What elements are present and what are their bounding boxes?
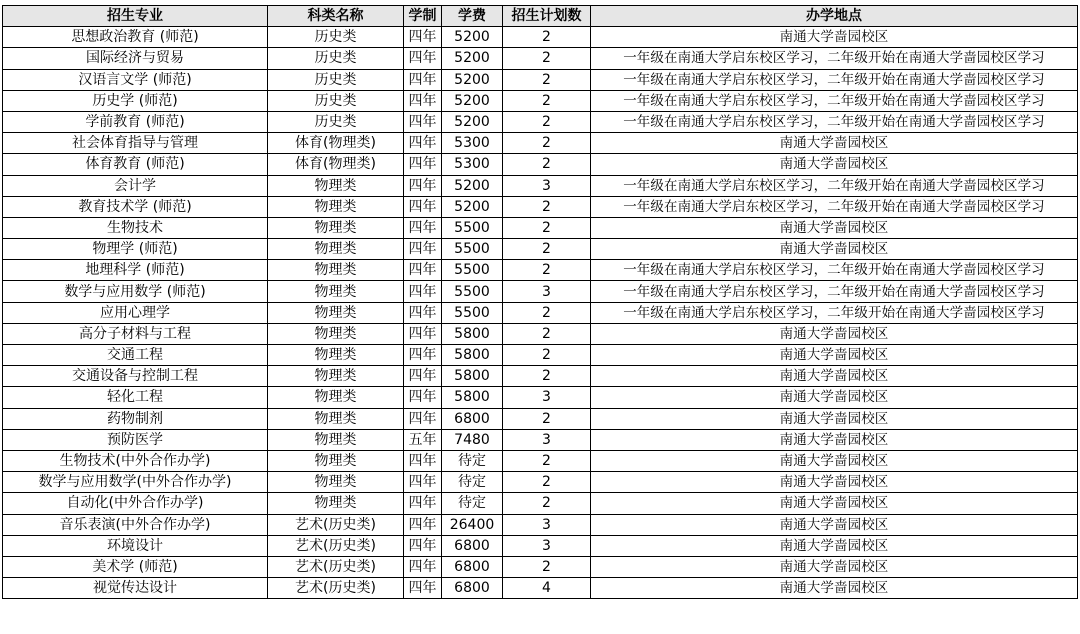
cell-plan: 2 [503,493,591,514]
cell-fee: 6800 [442,578,503,599]
cell-category: 物理类 [268,239,404,260]
table-row [3,302,1078,323]
cell-site: 南通大学啬园校区 [591,556,1078,577]
table-row [3,450,1078,471]
cell-plan: 2 [503,69,591,90]
cell-plan: 3 [503,514,591,535]
header-site: 办学地点 [591,6,1078,27]
cell-category: 物理类 [268,429,404,450]
cell-site: 一年级在南通大学启东校区学习，二年级开始在南通大学啬园校区学习 [591,90,1078,111]
cell-category: 物理类 [268,450,404,471]
cell-fee: 5500 [442,217,503,238]
cell-plan: 2 [503,366,591,387]
cell-plan: 2 [503,323,591,344]
cell-plan: 2 [503,450,591,471]
table-row [3,366,1078,387]
cell-fee: 6800 [442,408,503,429]
cell-site: 南通大学啬园校区 [591,27,1078,48]
cell-fee: 待定 [442,450,503,471]
cell-category: 物理类 [268,472,404,493]
cell-plan: 3 [503,281,591,302]
header-fee: 学费 [442,6,503,27]
table-row [3,239,1078,260]
cell-site: 南通大学啬园校区 [591,493,1078,514]
table-row [3,260,1078,281]
header-category: 科类名称 [268,6,404,27]
table-row [3,535,1078,556]
cell-site: 南通大学啬园校区 [591,408,1078,429]
cell-plan: 2 [503,196,591,217]
cell-major: 药物制剂 [3,408,268,429]
cell-site: 南通大学啬园校区 [591,429,1078,450]
cell-major: 思想政治教育 (师范) [3,27,268,48]
cell-site: 南通大学啬园校区 [591,323,1078,344]
table-row [3,48,1078,69]
cell-plan: 2 [503,472,591,493]
cell-site: 一年级在南通大学启东校区学习，二年级开始在南通大学啬园校区学习 [591,69,1078,90]
cell-plan: 3 [503,175,591,196]
cell-category: 物理类 [268,196,404,217]
table-row [3,111,1078,132]
cell-fee: 5500 [442,260,503,281]
table-row [3,493,1078,514]
cell-fee: 5800 [442,366,503,387]
cell-site: 南通大学啬园校区 [591,154,1078,175]
cell-category: 历史类 [268,69,404,90]
cell-years: 四年 [404,302,442,323]
header-row [3,6,1078,27]
cell-major: 历史学 (师范) [3,90,268,111]
table-row [3,175,1078,196]
cell-fee: 5500 [442,239,503,260]
cell-fee: 5200 [442,111,503,132]
cell-fee: 5500 [442,302,503,323]
cell-major: 体育教育 (师范) [3,154,268,175]
cell-years: 四年 [404,450,442,471]
cell-years: 四年 [404,27,442,48]
cell-site: 南通大学啬园校区 [591,535,1078,556]
cell-fee: 5500 [442,281,503,302]
table-row [3,323,1078,344]
table-row [3,387,1078,408]
cell-plan: 2 [503,27,591,48]
cell-years: 四年 [404,69,442,90]
cell-category: 历史类 [268,111,404,132]
cell-plan: 2 [503,111,591,132]
cell-category: 物理类 [268,323,404,344]
cell-category: 物理类 [268,387,404,408]
cell-fee: 5200 [442,48,503,69]
cell-category: 物理类 [268,281,404,302]
cell-fee: 5800 [442,387,503,408]
table-row [3,408,1078,429]
cell-major: 视觉传达设计 [3,578,268,599]
cell-fee: 6800 [442,556,503,577]
cell-years: 四年 [404,260,442,281]
cell-years: 四年 [404,387,442,408]
cell-fee: 5300 [442,133,503,154]
table-row [3,90,1078,111]
cell-plan: 2 [503,48,591,69]
table-row [3,514,1078,535]
cell-category: 艺术(历史类) [268,578,404,599]
cell-category: 物理类 [268,217,404,238]
cell-fee: 5800 [442,323,503,344]
cell-fee: 7480 [442,429,503,450]
header-plan: 招生计划数 [503,6,591,27]
cell-years: 四年 [404,90,442,111]
cell-major: 自动化(中外合作办学) [3,493,268,514]
table-row [3,196,1078,217]
cell-years: 四年 [404,556,442,577]
cell-plan: 2 [503,408,591,429]
table-row [3,281,1078,302]
table-row [3,154,1078,175]
table-row [3,578,1078,599]
cell-site: 一年级在南通大学启东校区学习，二年级开始在南通大学啬园校区学习 [591,111,1078,132]
table-row [3,345,1078,366]
cell-major: 应用心理学 [3,302,268,323]
cell-years: 四年 [404,472,442,493]
cell-major: 预防医学 [3,429,268,450]
cell-major: 物理学 (师范) [3,239,268,260]
table-row [3,429,1078,450]
cell-major: 交通工程 [3,345,268,366]
cell-category: 物理类 [268,408,404,429]
cell-site: 一年级在南通大学启东校区学习，二年级开始在南通大学啬园校区学习 [591,260,1078,281]
cell-site: 南通大学啬园校区 [591,217,1078,238]
header-years: 学制 [404,6,442,27]
cell-plan: 3 [503,387,591,408]
cell-years: 四年 [404,281,442,302]
cell-site: 南通大学啬园校区 [591,345,1078,366]
cell-major: 轻化工程 [3,387,268,408]
table-row [3,556,1078,577]
cell-major: 汉语言文学 (师范) [3,69,268,90]
cell-fee: 待定 [442,472,503,493]
cell-site: 一年级在南通大学启东校区学习，二年级开始在南通大学啬园校区学习 [591,175,1078,196]
cell-years: 四年 [404,493,442,514]
cell-site: 南通大学啬园校区 [591,578,1078,599]
cell-plan: 2 [503,154,591,175]
cell-fee: 26400 [442,514,503,535]
cell-years: 四年 [404,366,442,387]
cell-major: 数学与应用数学(中外合作办学) [3,472,268,493]
cell-plan: 2 [503,302,591,323]
cell-plan: 2 [503,90,591,111]
cell-years: 四年 [404,48,442,69]
cell-major: 学前教育 (师范) [3,111,268,132]
table-row [3,27,1078,48]
cell-major: 美术学 (师范) [3,556,268,577]
cell-major: 国际经济与贸易 [3,48,268,69]
cell-plan: 3 [503,535,591,556]
table-row [3,133,1078,154]
cell-category: 物理类 [268,345,404,366]
table-row [3,217,1078,238]
cell-category: 历史类 [268,48,404,69]
cell-category: 体育(物理类) [268,133,404,154]
cell-years: 四年 [404,514,442,535]
cell-plan: 2 [503,217,591,238]
cell-plan: 2 [503,345,591,366]
cell-category: 物理类 [268,175,404,196]
table-row [3,69,1078,90]
cell-fee: 待定 [442,493,503,514]
cell-fee: 5200 [442,90,503,111]
cell-site: 一年级在南通大学启东校区学习，二年级开始在南通大学啬园校区学习 [591,48,1078,69]
cell-major: 环境设计 [3,535,268,556]
cell-years: 四年 [404,578,442,599]
cell-years: 四年 [404,239,442,260]
cell-major: 生物技术 [3,217,268,238]
cell-site: 南通大学啬园校区 [591,387,1078,408]
cell-site: 南通大学啬园校区 [591,239,1078,260]
cell-category: 历史类 [268,90,404,111]
cell-site: 南通大学啬园校区 [591,366,1078,387]
cell-category: 物理类 [268,493,404,514]
cell-category: 艺术(历史类) [268,535,404,556]
cell-years: 四年 [404,535,442,556]
admission-plan-table [2,5,1078,599]
cell-years: 四年 [404,154,442,175]
cell-plan: 2 [503,239,591,260]
cell-fee: 5200 [442,175,503,196]
cell-category: 物理类 [268,302,404,323]
cell-site: 南通大学啬园校区 [591,450,1078,471]
cell-site: 一年级在南通大学启东校区学习，二年级开始在南通大学啬园校区学习 [591,302,1078,323]
cell-plan: 4 [503,578,591,599]
cell-years: 五年 [404,429,442,450]
cell-years: 四年 [404,133,442,154]
cell-years: 四年 [404,217,442,238]
cell-site: 南通大学啬园校区 [591,514,1078,535]
cell-plan: 2 [503,133,591,154]
cell-plan: 3 [503,429,591,450]
header-major: 招生专业 [3,6,268,27]
table-row [3,472,1078,493]
cell-category: 历史类 [268,27,404,48]
cell-major: 会计学 [3,175,268,196]
cell-category: 艺术(历史类) [268,514,404,535]
cell-plan: 2 [503,556,591,577]
cell-category: 体育(物理类) [268,154,404,175]
cell-site: 南通大学啬园校区 [591,472,1078,493]
cell-site: 一年级在南通大学启东校区学习，二年级开始在南通大学啬园校区学习 [591,281,1078,302]
cell-years: 四年 [404,111,442,132]
cell-major: 生物技术(中外合作办学) [3,450,268,471]
cell-major: 交通设备与控制工程 [3,366,268,387]
table-body [3,27,1078,599]
cell-years: 四年 [404,408,442,429]
cell-major: 高分子材料与工程 [3,323,268,344]
cell-fee: 5200 [442,27,503,48]
cell-years: 四年 [404,175,442,196]
cell-major: 社会体育指导与管理 [3,133,268,154]
cell-category: 物理类 [268,366,404,387]
cell-years: 四年 [404,345,442,366]
cell-fee: 5800 [442,345,503,366]
cell-plan: 2 [503,260,591,281]
cell-major: 地理科学 (师范) [3,260,268,281]
cell-major: 教育技术学 (师范) [3,196,268,217]
cell-fee: 5200 [442,196,503,217]
cell-fee: 5200 [442,69,503,90]
cell-fee: 5300 [442,154,503,175]
cell-years: 四年 [404,323,442,344]
cell-category: 艺术(历史类) [268,556,404,577]
cell-fee: 6800 [442,535,503,556]
cell-site: 南通大学啬园校区 [591,133,1078,154]
cell-site: 一年级在南通大学启东校区学习，二年级开始在南通大学啬园校区学习 [591,196,1078,217]
cell-major: 数学与应用数学 (师范) [3,281,268,302]
cell-category: 物理类 [268,260,404,281]
cell-major: 音乐表演(中外合作办学) [3,514,268,535]
cell-years: 四年 [404,196,442,217]
